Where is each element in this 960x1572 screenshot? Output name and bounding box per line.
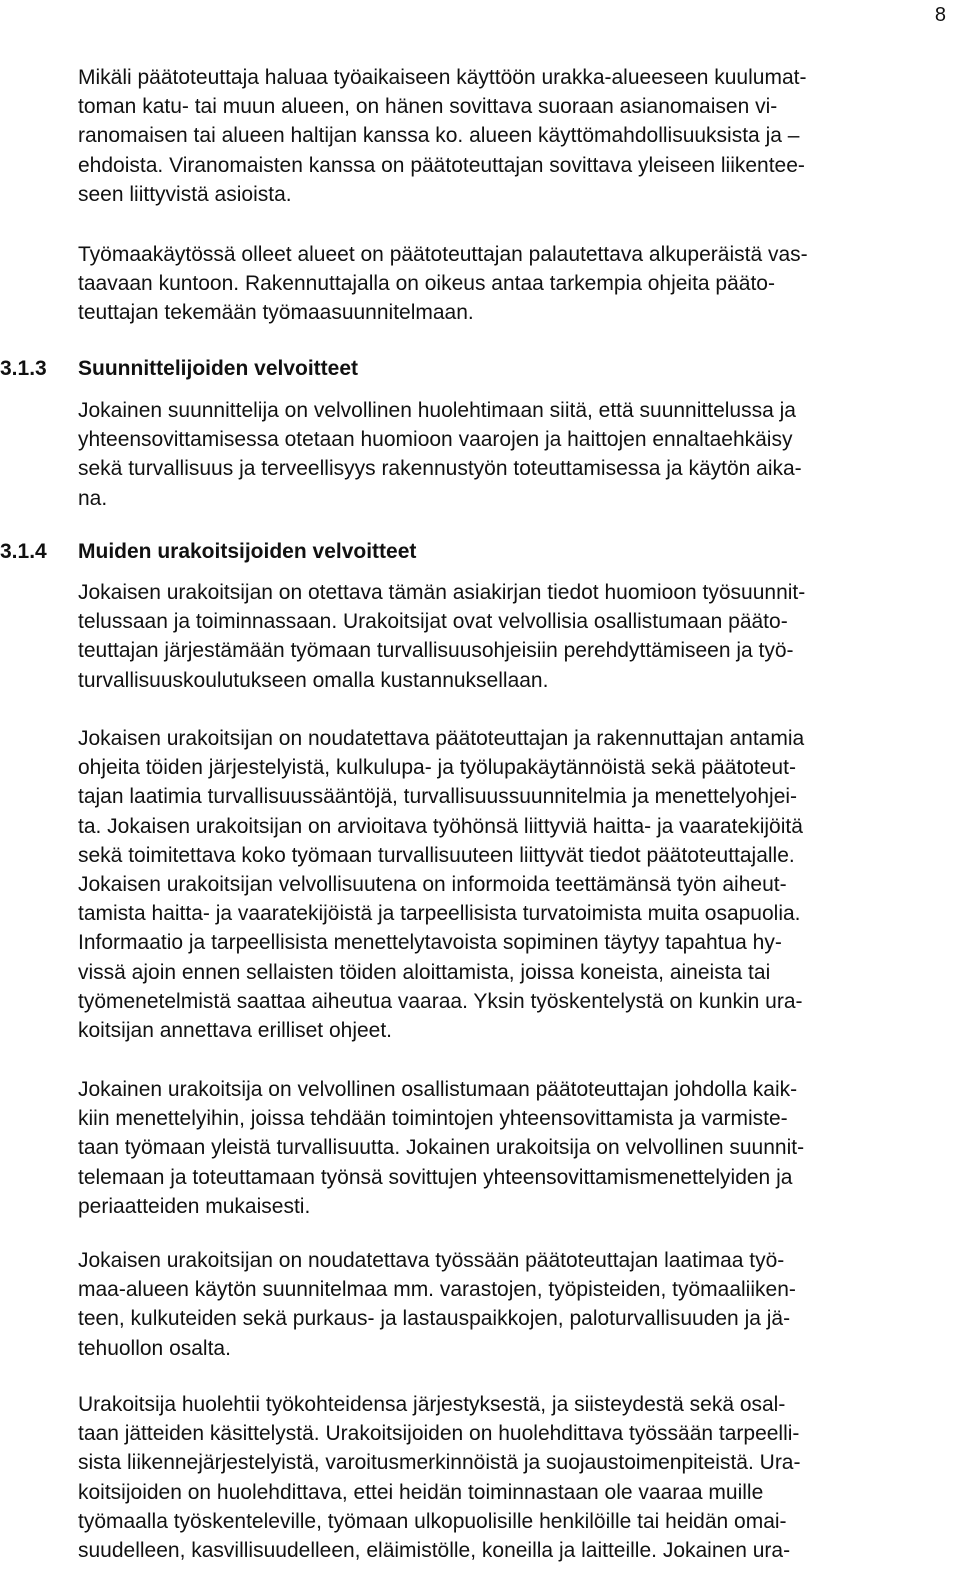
paragraph-line: tajan laatimia turvallisuussääntöjä, turvallisuussuunnitelmia ja menettelyohjei- — [78, 785, 798, 809]
paragraph-line: Mikäli päätoteuttaja haluaa työaikaiseen käyttöön urakka-alueeseen kuulumat- — [78, 66, 807, 89]
paragraph-line: Informaatio ja tarpeellisista menettelytavoista sopiminen täytyy tapahtua hy- — [78, 931, 782, 955]
paragraph-line: tehuollon osalta. — [78, 1336, 231, 1360]
paragraph-contractors-info — [78, 578, 805, 695]
paragraph-line: teuttajan järjestämään työmaan turvallisuusohjeisiin perehdyttämiseen ja työ- — [78, 639, 794, 663]
paragraph-line: koitsijoiden on huolehdittava, ettei heidän toiminnastaan ole vaaraa muille — [78, 1480, 764, 1504]
paragraph-line: vissä ajoin ennen sellaisten töiden aloittamista, joissa koneista, aineista tai — [78, 960, 771, 984]
paragraph-line: taan jätteiden käsittelystä. Urakoitsijoiden on huolehdittava työssään tarpeelli- — [78, 1422, 800, 1446]
section-number: 3.1.4 — [0, 540, 47, 563]
paragraph-line: taavaan kuntoon. Rakennuttajalla on oikeus antaa tarkempia ohjeita pääto- — [78, 272, 775, 296]
paragraph-line: periaatteiden mukaisesti. — [78, 1194, 311, 1218]
paragraph-line: Jokaisen urakoitsijan on noudatettava päätoteuttajan ja rakennuttajan antamia — [78, 727, 805, 750]
paragraph-order-cleanliness — [78, 1390, 800, 1565]
section-title: Muiden urakoitsijoiden velvoitteet — [78, 540, 417, 563]
paragraph-line: maa-alueen käytön suunnitelmaa mm. varastojen, työpisteiden, työmaaliiken- — [78, 1278, 796, 1302]
paragraph-designers — [78, 396, 802, 513]
paragraph-line: sekä toimitettava koko työmaan turvallisuuteen liittyvät tiedot päätoteuttajalle. — [78, 843, 795, 867]
paragraph-contractors-instructions — [78, 724, 804, 1045]
paragraph-line: työmenetelmistä saattaa aiheutua vaaraa. Yksin työskentelystä on kunkin ura- — [78, 989, 803, 1013]
paragraph-line: koitsijan annettava erilliset ohjeet. — [78, 1019, 393, 1043]
paragraph-line: tamista haitta- ja vaaratekijöistä ja tarpeellisista turvatoimista muita osapuolia. — [78, 902, 801, 926]
section-title: Suunnittelijoiden velvoitteet — [78, 357, 359, 380]
paragraph-line: na. — [78, 486, 108, 510]
paragraph-line: Työmaakäytössä olleet alueet on päätoteuttajan palautettava alkuperäistä vas- — [78, 243, 808, 266]
section-number: 3.1.3 — [0, 357, 47, 380]
paragraph-line: seen liittyvistä asioista. — [78, 182, 292, 206]
paragraph-line: suudelleen, kasvillisuudelleen, eläimistölle, koneilla ja laitteille. Jokainen ura- — [78, 1539, 791, 1563]
paragraph-line: kiin menettelyihin, joissa tehdään toimintojen yhteensovittamista ja varmiste- — [78, 1107, 788, 1131]
paragraph-contractors-coordination — [78, 1075, 804, 1221]
paragraph-line: taan työmaan yleistä turvallisuutta. Jokainen urakoitsija on velvollinen suunnit- — [78, 1136, 805, 1160]
paragraph-line: sekä turvallisuus ja terveellisyys rakennustyön toteuttamisessa ja käytön aika- — [78, 457, 802, 481]
paragraph-line: Jokaisen urakoitsijan velvollisuutena on informoida teettämänsä työn aiheut- — [78, 873, 787, 897]
section-heading-3-1-4 — [0, 537, 416, 566]
paragraph-line: Jokaisen urakoitsijan on otettava tämän asiakirjan tiedot huomioon työsuunnit- — [78, 581, 806, 604]
paragraph-area-usage — [78, 63, 806, 209]
paragraph-line: Urakoitsija huolehtii työkohteidensa järjestyksestä, ja siisteydestä sekä osal- — [78, 1393, 786, 1416]
paragraph-line: telussaan ja toiminnassaan. Urakoitsijat ovat velvollisia osallistumaan pääto- — [78, 610, 788, 634]
paragraph-line: työmaalla työskenteleville, työmaan ulkopuolisille henkilöille tai heidän omai- — [78, 1509, 787, 1533]
paragraph-line: teuttajan tekemään työmaasuunnitelmaan. — [78, 301, 474, 325]
paragraph-line: ehdoista. Viranomaisten kanssa on päätoteuttajan sovittava yleiseen liikentee- — [78, 153, 805, 177]
paragraph-line: ta. Jokaisen urakoitsijan on arvioitava työhönsä liittyviä haitta- ja vaaratekijöitä — [78, 814, 803, 838]
paragraph-line: ohjeita töiden järjestelyistä, kulkulupa- ja työlupakäytännöistä sekä päätoteut- — [78, 756, 796, 780]
paragraph-line: telemaan ja toteuttamaan työnsä sovittujen yhteensovittamismenettelyiden ja — [78, 1165, 793, 1189]
section-heading-3-1-3 — [0, 354, 358, 383]
paragraph-line: Jokaisen urakoitsijan on noudatettava työssään päätoteuttajan laatimaa työ- — [78, 1249, 785, 1272]
paragraph-line: Jokainen urakoitsija on velvollinen osallistumaan päätoteuttajan johdolla kaik- — [78, 1078, 798, 1101]
page-number: 8 — [934, 4, 946, 26]
paragraph-site-plan — [78, 1246, 796, 1363]
paragraph-line: yhteensovittamisessa otetaan huomioon vaarojen ja haittojen ennaltaehkäisy — [78, 428, 793, 452]
paragraph-line: Jokainen suunnittelija on velvollinen huolehtimaan siitä, että suunnittelussa ja — [78, 399, 796, 422]
paragraph-line: sista liikennejärjestelyistä, varoitusmerkinnöistä ja suojaustoimenpiteistä. Ura- — [78, 1451, 801, 1475]
paragraph-line: turvallisuuskoulutukseen omalla kustannuksellaan. — [78, 668, 549, 692]
paragraph-line: ranomaisen tai alueen haltijan kanssa ko. alueen käyttömahdollisuuksista ja – — [78, 124, 800, 148]
paragraph-area-restoration — [78, 240, 808, 328]
paragraph-line: teen, kulkuteiden sekä purkaus- ja lastauspaikkojen, paloturvallisuuden ja jä- — [78, 1307, 791, 1331]
paragraph-line: toman katu- tai muun alueen, on hänen sovittava suoraan asianomaisen vi- — [78, 95, 778, 119]
